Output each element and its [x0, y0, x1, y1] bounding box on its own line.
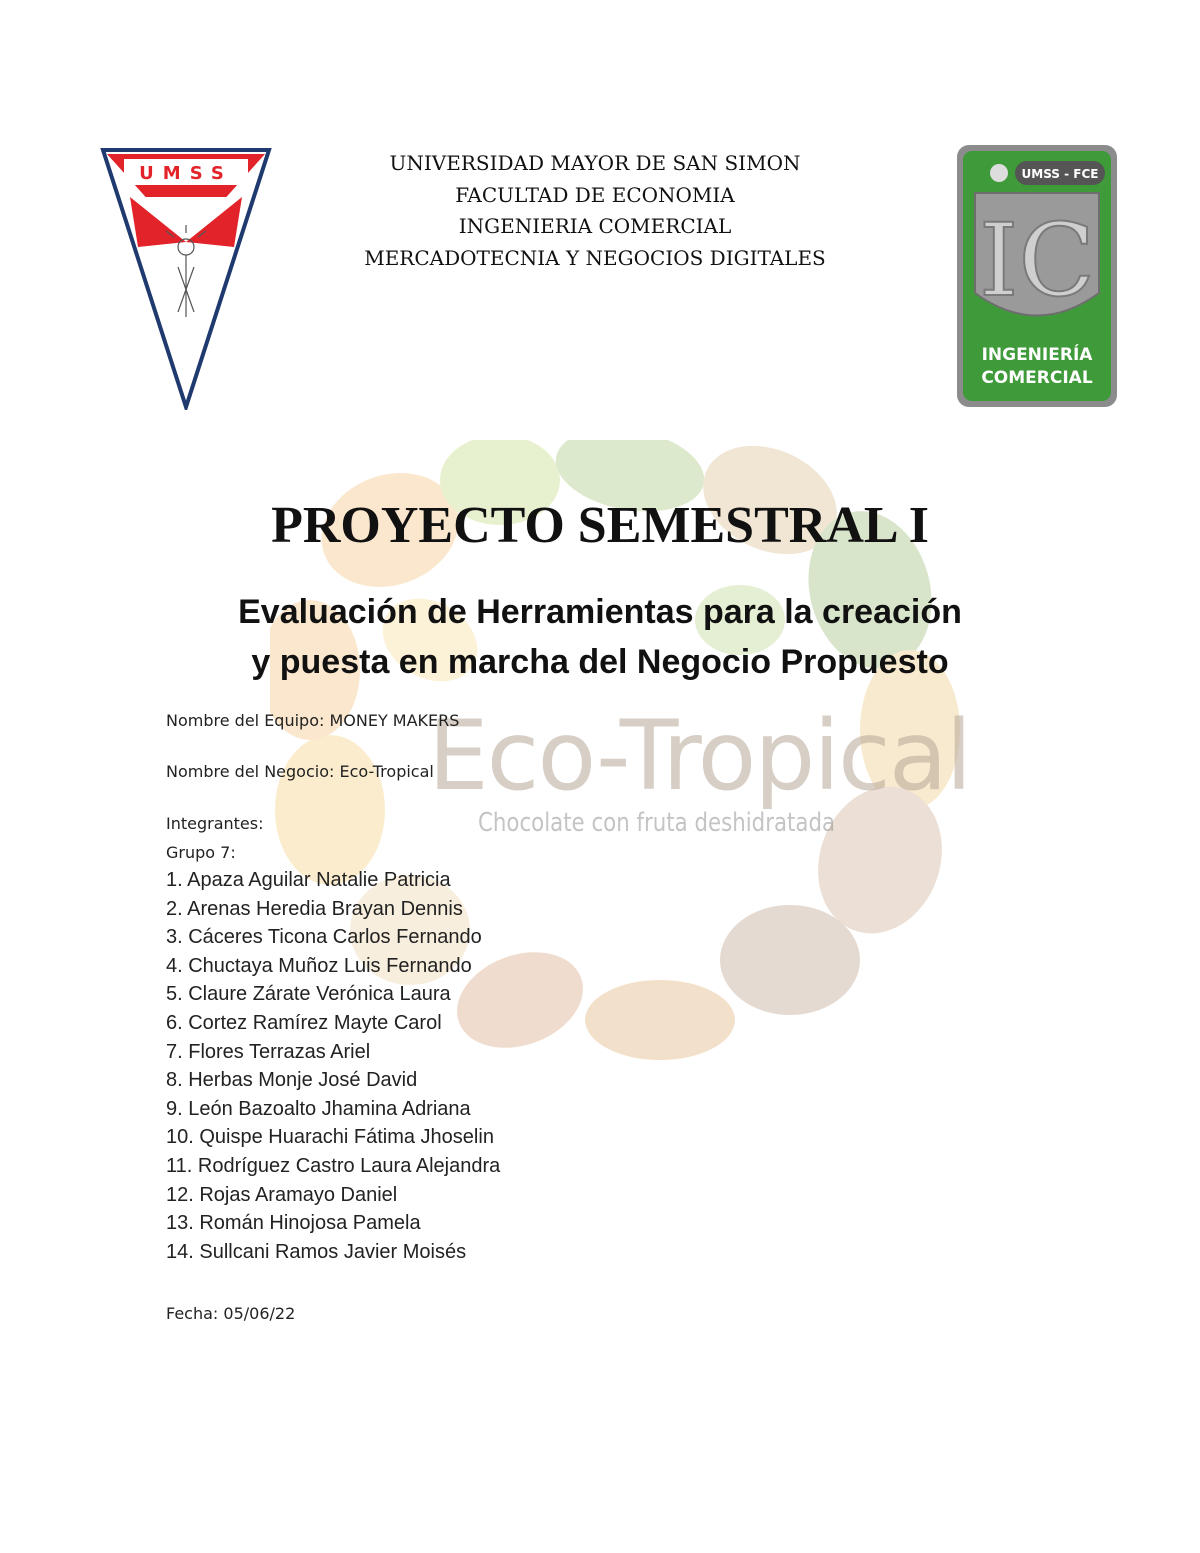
list-item: 9. León Bazoalto Jhamina Adriana [166, 1097, 471, 1120]
members-label: Integrantes: [166, 814, 264, 833]
ic-line-2: COMERCIAL [981, 368, 1093, 388]
list-item: 3. Cáceres Ticona Carlos Fernando [166, 926, 482, 949]
business-name: Nombre del Negocio: Eco-Tropical [166, 762, 434, 781]
watermark-subtitle: Chocolate con fruta deshidratada [478, 808, 836, 838]
list-item: 11. Rodríguez Castro Laura Alejandra [166, 1154, 501, 1177]
list-item: 1. Apaza Aguilar Natalie Patricia [166, 869, 451, 891]
career-name: INGENIERIA COMERCIAL [458, 214, 732, 238]
ic-line-1: INGENIERÍA [981, 345, 1093, 365]
umss-logo-text: UMSS [139, 163, 233, 184]
list-item: 12. Rojas Aramayo Daniel [166, 1183, 398, 1206]
members-list [166, 866, 500, 1266]
list-item: 7. Flores Terrazas Ariel [166, 1040, 371, 1063]
subtitle-line-2: y puesta en marcha del Negocio Propuesto [251, 643, 949, 681]
ic-badge-text: UMSS - FCE [1021, 167, 1099, 181]
course-name: MERCADOTECNIA Y NEGOCIOS DIGITALES [364, 245, 826, 270]
umss-logo [100, 147, 272, 410]
institution-header [300, 148, 890, 274]
list-item: 10. Quispe Huarachi Fátima Jhoselin [166, 1126, 494, 1149]
group-label: Grupo 7: [166, 843, 236, 862]
ingenieria-comercial-logo [955, 143, 1119, 409]
list-item: 8. Herbas Monje José David [166, 1069, 418, 1092]
list-item: 13. Román Hinojosa Pamela [166, 1212, 421, 1235]
team-name: Nombre del Equipo: MONEY MAKERS [166, 711, 460, 730]
list-item: 4. Chuctaya Muñoz Luis Fernando [166, 954, 472, 977]
list-item: 14. Sullcani Ramos Javier Moisés [166, 1240, 467, 1263]
ic-letters: IC [978, 202, 1096, 319]
faculty-name: FACULTAD DE ECONOMIA [455, 182, 735, 207]
subtitle-line-1: Evaluación de Herramientas para la creación [238, 593, 962, 631]
university-name: UNIVERSIDAD MAYOR DE SAN SIMON [389, 151, 801, 175]
document-date: Fecha: 05/06/22 [166, 1304, 296, 1323]
list-item: 5. Claure Zárate Verónica Laura [166, 983, 451, 1006]
list-item: 2. Arenas Heredia Brayan Dennis [166, 897, 463, 920]
document-subtitle [0, 587, 1200, 687]
watermark-title: Eco-Tropical [428, 700, 971, 812]
list-item: 6. Cortez Ramírez Mayte Carol [166, 1011, 442, 1034]
document-title: PROYECTO SEMESTRAL I [271, 497, 929, 554]
